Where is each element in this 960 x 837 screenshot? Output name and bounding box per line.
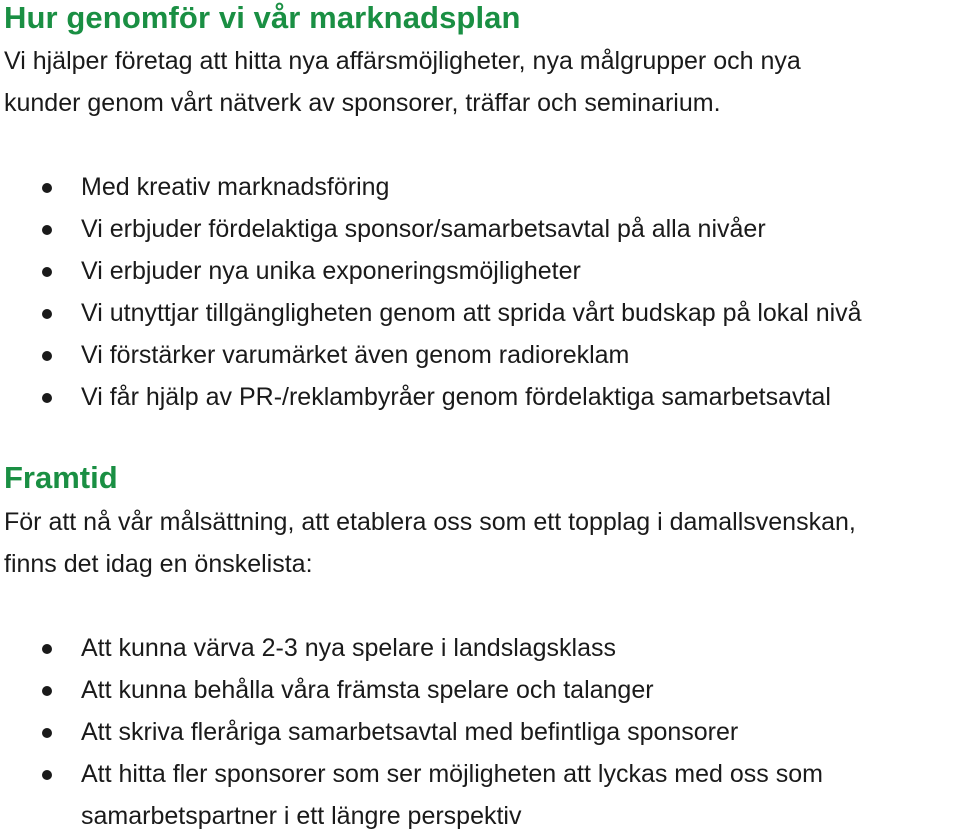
bullet-icon bbox=[42, 351, 52, 361]
list-item bbox=[0, 753, 823, 795]
list-item-text: Vi erbjuder nya unika exponeringsmöjligheter bbox=[81, 257, 581, 285]
list-item bbox=[0, 376, 862, 418]
intro-line: För att nå vår målsättning, att etablera oss som ett topplag i damallsvenskan, bbox=[4, 508, 856, 536]
bullet-icon bbox=[42, 770, 52, 780]
list-item-continuation bbox=[0, 795, 823, 837]
intro-line: kunder genom vårt nätverk av sponsorer, träffar och seminarium. bbox=[4, 89, 721, 117]
section-title-future: Framtid bbox=[4, 460, 118, 495]
bullet-icon bbox=[42, 183, 52, 193]
list-item-text: Att skriva fleråriga samarbetsavtal med befintliga sponsorer bbox=[81, 718, 739, 746]
list-item-text: Att hitta fler sponsorer som ser möjligheten att lyckas med oss som bbox=[81, 760, 823, 788]
list-item-text: samarbetspartner i ett längre perspektiv bbox=[81, 802, 522, 830]
bullet-icon bbox=[42, 225, 52, 235]
list-item bbox=[0, 166, 862, 208]
list-item bbox=[0, 627, 823, 669]
marketing-plan-intro bbox=[4, 40, 960, 124]
wish-list bbox=[0, 627, 823, 837]
list-item bbox=[0, 208, 862, 250]
list-item-text: Att kunna värva 2-3 nya spelare i landslagsklass bbox=[81, 634, 617, 662]
list-item-text: Vi utnyttjar tillgängligheten genom att sprida vårt budskap på lokal nivå bbox=[81, 299, 862, 327]
bullet-icon bbox=[42, 644, 52, 654]
bullet-icon bbox=[42, 393, 52, 403]
bullet-icon bbox=[42, 267, 52, 277]
list-item bbox=[0, 250, 862, 292]
list-item-text: Att kunna behålla våra främsta spelare och talanger bbox=[81, 676, 654, 704]
future-intro bbox=[4, 501, 960, 585]
list-item bbox=[0, 669, 823, 711]
intro-line: Vi hjälper företag att hitta nya affärsmöjligheter, nya målgrupper och nya bbox=[4, 47, 801, 75]
bullet-icon bbox=[42, 728, 52, 738]
bullet-icon bbox=[42, 686, 52, 696]
list-item-text: Vi förstärker varumärket även genom radioreklam bbox=[81, 341, 630, 369]
bullet-icon bbox=[42, 309, 52, 319]
list-item-text: Vi erbjuder fördelaktiga sponsor/samarbetsavtal på alla nivåer bbox=[81, 215, 766, 243]
list-item bbox=[0, 711, 823, 753]
list-item-text: Vi får hjälp av PR-/reklambyråer genom fördelaktiga samarbetsavtal bbox=[81, 383, 831, 411]
list-item bbox=[0, 292, 862, 334]
list-item-text: Med kreativ marknadsföring bbox=[81, 173, 390, 201]
marketing-methods-list bbox=[0, 166, 862, 418]
list-item bbox=[0, 334, 862, 376]
section-title-marketing-plan: Hur genomför vi vår marknadsplan bbox=[4, 0, 521, 35]
intro-line: finns det idag en önskelista: bbox=[4, 550, 313, 578]
